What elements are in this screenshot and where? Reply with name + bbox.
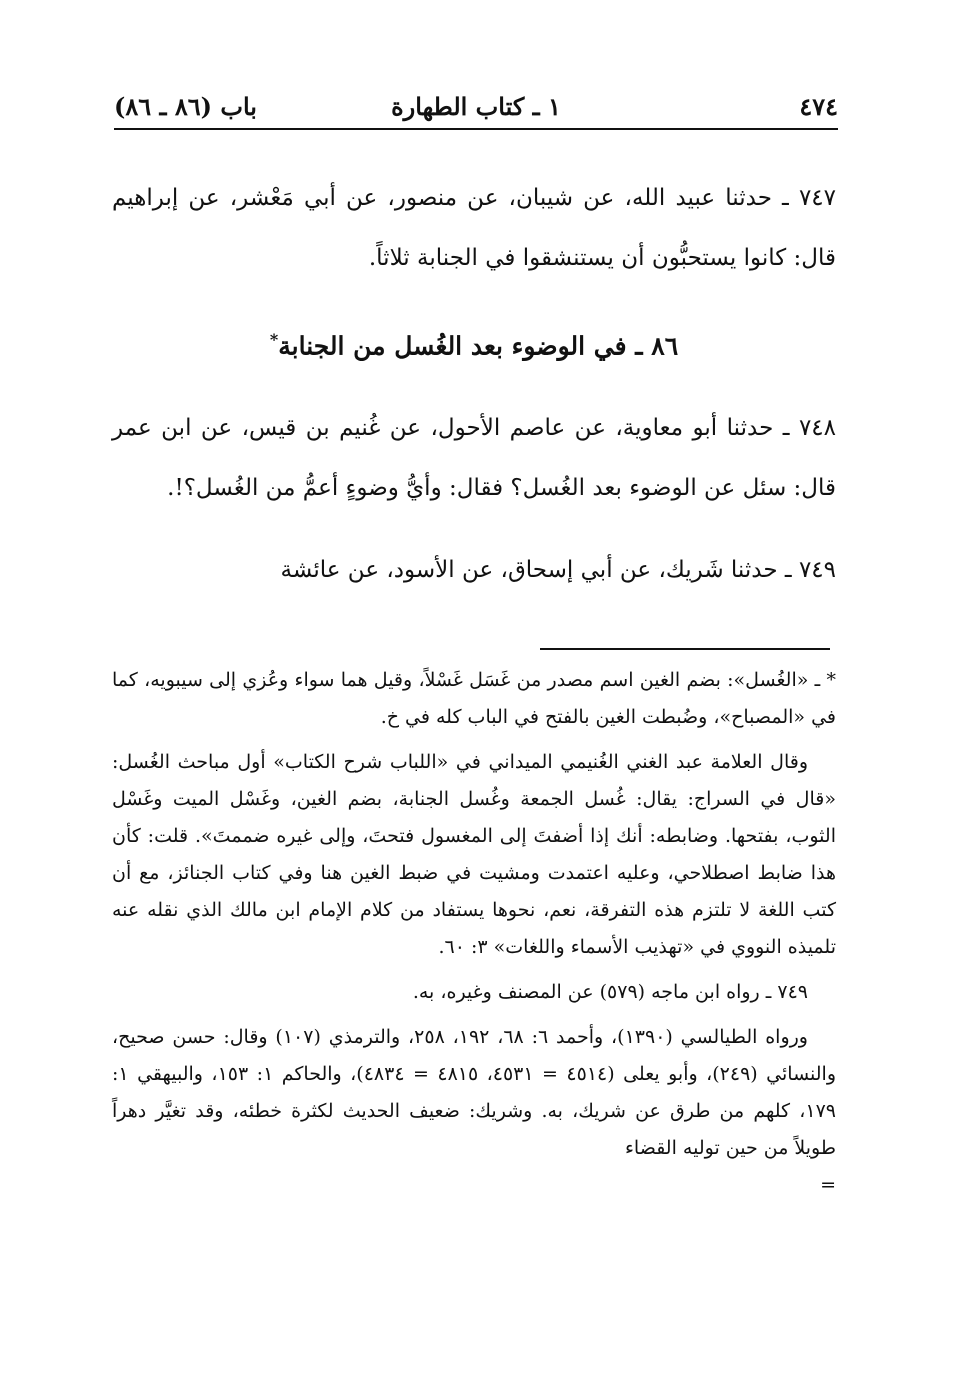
hadith-749: ٧٤٩ ـ حدثنا شَريك، عن أبي إسحاق، عن الأسود، عن عائشة [280,557,836,584]
continuation-mark: = [820,1174,836,1196]
hadith-748: ٧٤٨ ـ حدثنا أبو معاوية، عن عاصم الأحول، عن غُنيم بن قيس، عن ابن عمر قال: سئل عن الوضوء بعد الغُسل؟ فقال: وأيُّ وضوءٍ أعمُّ من الغُسل؟!. [112,415,836,502]
footnote-749: ٧٤٩ ـ رواه ابن ماجه (٥٧٩) عن المصنف وغيره، به. [412,981,808,1003]
footnotes [112,662,836,1204]
footnote-749-sources: ورواه الطيالسي (١٣٩٠)، وأحمد ٦: ٦٨، ١٩٢، ٢٥٨، والترمذي (١٠٧) وقال: حسن صحيح، والنسائي (٢٤٩)، وأبو يعلى (٤٥١٤ = ٤٥٣١، ٤٨١٥ = ٤٨٣٤)، والحاكم ١: ١٥٣، والبيهقي ١: ١٧٩، كلهم من طرق عن شريك، به. وشريك: ضعيف الحديث لكثرة خطئه، وقد تغيَّر دهراً طويلاً من حين توليه القضاء [112,1026,836,1159]
footnote-lubab: وقال العلامة عبد الغني الغُنيمي الميداني في «اللباب شرح الكتاب» أول مباحث الغُسل: «قال في السراج: يقال: غُسل الجمعة وغُسل الجنابة، بضم الغين، وغَسْل الميت وغَسْل الثوب، بفتحها. وضابطه: أنك إذا أضفتَ إلى المغسول فتحتَ، وإلى غيره ضممتَ». قلت: كأن هذا ضابط اصطلاحي، وعليه اعتمدت ومشيت في ضبط الغين هنا وفي كتاب الجنائز، مع أن كتب اللغة لا تلتزم هذه التفرقة، نعم، نحوها يستفاد من كلام الإمام ابن مالك الذي نقله عنه تلميذه النووي في «تهذيب الأسماء واللغات» ٣: ٦٠. [112,751,836,958]
chapter-range: باب (٨٦ ـ ٨٦) [114,92,257,121]
running-header [114,88,838,130]
book-title: ١ ـ كتاب الطهارة [391,92,561,121]
section-heading [112,310,836,376]
footnote-ghusl: * ـ «الغُسل»: بضم الغين اسم مصدر من غَسَل غَسْلاً، وقيل هما سواء وعُزي إلى سيبويه، كما في «المصباح»، وضُبطت الغين بالفتح في الباب كله في خ. [112,669,836,728]
section-title: ٨٦ ـ في الوضوء بعد الغُسل من الجنابة [278,331,679,361]
page-number: ٤٧٤ [799,92,838,121]
main-text [112,168,836,600]
hadith-747: ٧٤٧ ـ حدثنا عبيد الله، عن شيبان، عن منصور، عن أبي مَعْشر، عن إبراهيم قال: كانوا يستحبُّون أن يستنشقوا في الجنابة ثلاثاً. [112,185,836,271]
footnote-marker: * [269,330,279,349]
footnote-separator [540,648,830,650]
